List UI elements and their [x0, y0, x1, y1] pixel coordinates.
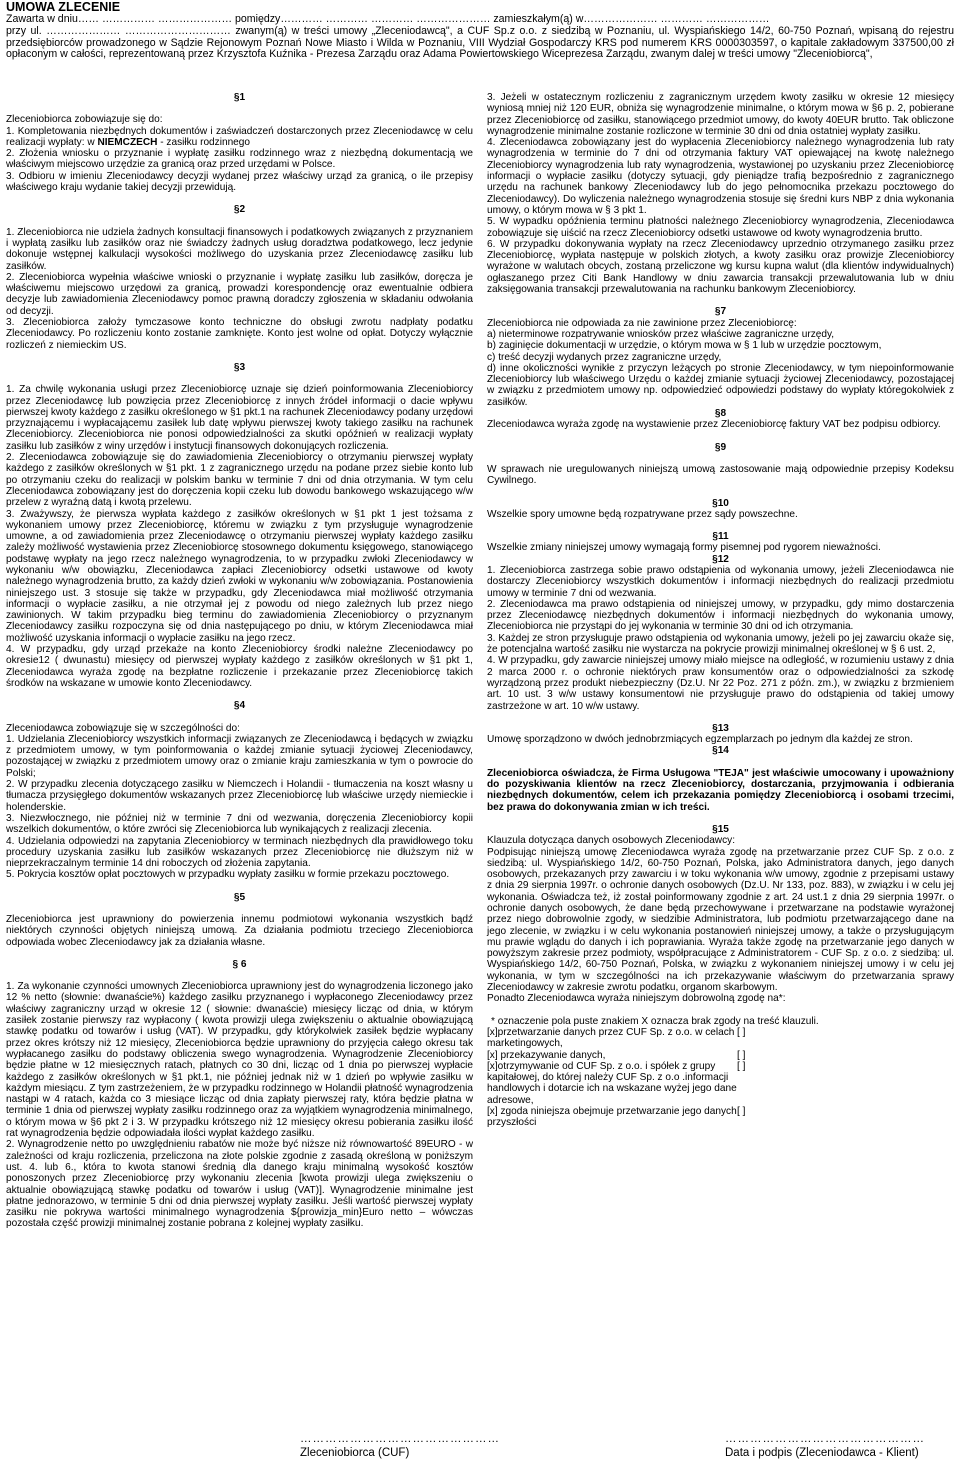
signature-line: …………………………………………: [725, 1433, 925, 1445]
section-6-point-2: 2. Wynagrodzenie netto po uwzględnieniu rabatów nie może być niższe niż równowartość 89EURO - w zależności od kraju rozliczenia, przeliczona na złote polskie zgodnie z zasadą określoną w poniższym ust. 4. lub 6., która to kwota stanowi średnią dla danego kraju minimalną wysokość kosztów ponoszonych przez Zleceniobiorcę przy wykonaniu zlecenia [kwota prowizji ulega zwiększeniu o aktualnie obowiązującą stawkę podatku od towarów i usług (VAT)]. Wynagrodzenie minimalne jest płatne jednorazowo, w terminie 5 dni od dnia pierwszej wypłaty zasiłku. Jeśli wartość pierwszej wypłaty zasiłku nie pokrywa wartości minimalnego wynagrodzenia ${prowizja_min}Euro netto – wówczas pozostała część prowizji minimalnej zostanie pobrana z kolejnej wypłaty zasiłku.: [6, 1139, 473, 1230]
section-6-point-3: 3. Jeżeli w ostatecznym rozliczeniu z zagranicznym urzędem kwoty zasiłku w okresie 12 miesięcy wyniosą mniej niż 120 EUR, obniża się wynagrodzenie minimalne, o którym mowa w §6 p. 2, pobierane przez Zleceniobiorcę od zasiłku, stanowiącego przedmiot umowy, do kwoty 40EUR brutto. Tak obliczone wynagrodzenie minimalne zostanie rozliczone w terminie 30 dni od dnia ostatniej wypłaty zasiłku.: [487, 92, 954, 137]
section-6-heading: § 6: [232, 958, 247, 970]
section-7-item-a: a) nieterminowe rozpatrywanie wniosków przez właściwe zagraniczne urzędy,: [487, 328, 835, 340]
section-4-point-5: 5. Pokrycia kosztów opłat pocztowych w przypadku wypłaty zasiłku w formie przekazu pocztowego.: [6, 869, 450, 881]
document-title: UMOWA ZLECENIE: [6, 0, 121, 14]
section-12-point-3: 3. Każdej ze stron przysługuje prawo odstąpienia od wykonania umowy, jeżeli po jej zawarciu okaże się, że potencjalna wartość zasiłku nie wystarcza na pokrycie prowizji minimalnej określonej w § 6 ust. 2,: [487, 632, 954, 656]
country-name: NIEMCZECH: [97, 136, 158, 148]
signature-label: Zleceniobiorca (CUF): [300, 1447, 410, 1459]
signature-client: [725, 1432, 925, 1460]
consent-list: [487, 1027, 954, 1129]
section-6-point-4: 4. Zleceniodawca zobowiązany jest do wypłacenia Zleceniobiorcy należnego wynagrodzenia lub raty wynagrodzenia w terminie do 7 dni od otrzymania faktury VAT opiewającej na kwotę należnego Zleceniobiorcy wynagrodzenia lub raty wynagrodzenia, wystawionej po uzyskaniu przez Zleceniobiorcę informacji o wypłacie zasiłku (dotyczy sytuacji, gdy pieniądze trafią bezpośrednio z zagranicznego urzędu na rachunek bankowy Zleceniodawcy lub do jego pełnomocnika przekazu pocztowego do Zleceniodawcy). Do wyliczenia należnego wynagrodzenia stosuje się średni kurs NBP z dnia wykonania umowy, o którym mowa w § 3 pkt 1.: [487, 137, 954, 216]
section-5-heading: §5: [233, 891, 246, 903]
consent-item[interactable]: [487, 1106, 954, 1129]
section-15-heading: §15: [712, 823, 729, 835]
consent-checkbox[interactable]: [ ]: [737, 1106, 746, 1118]
section-15-consent-intro: Ponadto Zleceniodawca wyraża niniejszym dobrowolną zgodę na*:: [487, 993, 786, 1005]
section-2-point-1: 1. Zleceniobiorca nie udziela żadnych konsultacji finansowych i podatkowych związanych z przyznaniem i wypłatą zasiłku lub zasiłków oraz nie świadczy żadnych usług doradztwa podatkowego, lecz jedynie dokonuje wstępnej kalkulacji wysokości możliwego do uzyskania przez Zleceniodawcę zasiłku lub zasiłków.: [6, 226, 473, 272]
section-7-item-c: c) treść decyzji wydanych przez zagraniczne urzędy,: [487, 351, 722, 363]
section-2-point-3: 3. Zleceniobiorca założy tymczasowe konto techniczne do obsługi zwrotu nadpłaty podatku Zleceniodawcy. Po rozliczeniu konto zostanie zamknięte. Konto jest wolne od opłat. Dotyczy wyłącznie rozliczeń z niemieckim US.: [6, 317, 473, 351]
section-7-intro: Zleceniobiorca nie odpowiada za nie zawinione przez Zleceniobiorcę:: [487, 317, 797, 329]
consent-note: * oznaczenie pola puste znakiem X oznacza brak zgody na treść klauzuli.: [491, 1015, 819, 1027]
section-13-text: Umowę sporządzono w dwóch jednobrzmiących egzemplarzach po jednym dla każdej ze stron.: [487, 734, 913, 746]
signature-line: …………………………………………: [300, 1433, 500, 1445]
consent-text: [x] przekazywanie danych,: [487, 1049, 606, 1061]
section-15-clause: Podpisując niniejszą umowę Zleceniodawca wyraża zgodę na przetwarzanie przez CUF Sp. z o.o. z siedzibą: ul. Wyspiańskiego 14/2, 60-750 Poznań, Polska, jako Administratora danych, jego danych osobowych, przekazanych przy zawarciu i w toku wykonania w/w umowy, zgodnie z przepisami ustawy z dnia 29 sierpnia 1997r. o ochronie danych osobowych (Dz.U. Nr 133, poz. 883), w związku i w celu jej wykonania. Oświadcza też, iż został poinformowany zgodnie z art. 24 ust.1 z dnia 29 sierpnia 1997r. o ochronie danych osobowych, że dane będą przechowywane i przetwarzane na podstawie wyrażonej przez niego dobrowolnie zgody, w siedzibie Administratora, lub podmiotu przetwarzającego dane na jego zlecenie, w związku i w celu wykonania postanowień niniejszej umowy, a także o przysługującym mu prawie wglądu do danych i ich poprawiania. Wyraża także zgodę na przetwarzanie jego danych w powyższym zakresie przez podmioty, współpracujące z Administratorem - CUF Sp. z o.o. z siedzibą: ul. Wyspiańskiego 14/2, 60-750 Poznań, Polska, w związku z wykonaniem niniejszej umowy i w celu jej wykonania, w tym w szczególności na ich przekazywanie właściwym do przetwarzania sprawy Zleceniodawcy w zakresie zwrotu podatku, organom skarbowym.: [487, 846, 954, 994]
section-4-intro: Zleceniodawca zobowiązuje się w szczególności do:: [6, 722, 240, 734]
section-4-point-1: 1. Udzielania Zleceniobiorcy wszystkich informacji związanych ze Zleceniodawcą i będących w związku z przedmiotem umowy, w tym poinformowania o każdej zmianie sytuacji życiowej Zleceniodawcy, pozostającej w związku z przedmiotem umowy oraz o zmianie kraju zamieszkania w tym o powrocie do Polski;: [6, 733, 473, 779]
consent-item[interactable]: [487, 1061, 954, 1106]
section-3-point-2: 2. Zleceniodawca zobowiązuje się do zawiadomienia Zleceniobiorcy o otrzymaniu pierwszej wypłaty każdego z zasiłków określonych w §1 pkt. 1 z zagranicznego urzędu na podane przez siebie konto lub po otrzymaniu czeku do realizacji w polskim banku w terminie 7 dni od dnia otrzymania. W tym celu Zleceniodawca zobowiązany jest do doręczenia kopii czeku lub dowodu bankowego wskazującego w/w przelew z wyraźną datą i kwotą przelewu.: [6, 452, 473, 509]
section-6-point-6: 6. W przypadku dokonywania wypłaty na rzecz Zleceniodawcy uprzednio otrzymanego zasiłku przez Zleceniobiorcę, wypłata następuje w polskich złotych, a kwoty zasiłku oraz prowizje Zleceniobiorcy wyrażone w walutach obcych, zostaną przeliczone wg kursu kupna walut (dla klientów indywidualnych) ogłaszanego przez Citi Bank Handlowy w dniu zawarcia transakcji przewalutowania lub w dniu zaksięgowania transakcji przewalutowania na rachunku bankowym Zleceniobiorcy.: [487, 238, 954, 296]
left-column: [6, 92, 473, 1230]
section-8-text: Zleceniodawca wyraża zgodę na wystawienie przez Zleceniobiorcę faktury VAT bez podpisu odbiorcy.: [487, 419, 941, 431]
section-4-point-3: 3. Niezwłocznego, nie później niż w terminie 7 dni od wezwania, doręczenia Zleceniobiorcy kopii wszelkich dokumentów, o które zwróci się Zleceniobiorca lub wynikających z realizacji zlecenia.: [6, 812, 473, 836]
intro-line-2: przy ul. ………………… ………………………… zwanym(ą) w treści umowy „Zleceniodawcą", a CUF Sp.z o.o. z siedzibą w Poznaniu, ul. Wyspiańskiego 14/2, 60-750 Poznań, wpisaną do rejestru przedsiębiorców prowadzonego w Sądzie Rejonowym Poznań Nowe Miasto i Wilda w Poznaniu, VIII Wydział Gospodarczy KRS pod numerem KRS 0000303597, o kapitale zakładowym 337500,00 zł opłaconym w całości, reprezentowaną przez Krzysztofa Kuźnika - Prezesa Zarządu oraz Adama Powiertowskiego Wiceprezesa Zarządu, zwanym dalej w treści umowy "Zleceniobiorcą",: [6, 24, 954, 61]
section-3-point-3: 3. Zważywszy, że pierwsza wypłata każdego z zasiłków określonych w §1 pkt 1 jest tożsama z wykonaniem umowy przez Zleceniobiorcę, któremu w związku z tym przysługuje wynagrodzenie umowne, a od zawiadomienia przez Zleceniodawcę o otrzymaniu pierwszej wypłaty każdego zasiłku zależy możliwość wystawienia przez Zleceniobiorcę stosownego dokumentu księgowego, stanowiącego podstawę wypłaty na jego rzecz należnego wynagrodzenia, to w przypadku zwłoki Zleceniodawcy w wykonaniu w/w obowiązku, Zleceniodawca zapłaci Zleceniobiorcy odsetki ustawowe od kwoty należnego wynagrodzenia brutto, za każdy dzień zwłoki w wykonaniu w/w zobowiązania. Postanowienia niniejszego ust. 3 stosuje się także w przypadku, gdy Zleceniodawca miał możliwość otrzymania informacji o wypłacie zasiłku, a nie otrzymał jej z powodu od niego zależnych lub przez niego zawinionych. W takim przypadku bieg terminu do zawiadomienia Zleceniobiorcy o przyznanym Zleceniodawcy zasiłku rozpoczyna się od dnia następującego po dniu, w którym Zleceniodawca miał możliwość uzyskania informacji o wypłacie zasiłku na jego rzecz.: [6, 508, 473, 644]
section-4-point-2: 2. W przypadku zlecenia dotyczącego zasiłku w Niemczech i Holandii - tłumaczenia na koszt własny u tłumacza przysięgłego dokumentów wskazanych przez Zleceniobiorcę lub właściwe urzędy niemieckie i holenderskie.: [6, 779, 473, 813]
section-12-point-4: 4. W przypadku, gdy zawarcie niniejszej umowy miało miejsce na odległość, w rozumieniu ustawy z dnia 2 marca 2000 r. o ochronie niektórych praw konsumentów oraz o odpowiedzialności za szkodę wyrządzoną przez produkt niebezpieczny (Dz.U. Nr 22 Poz. 271 z późn. zm.), w związku z brzmieniem art. 10 ust. 3 w/w ustawy konsumentowi nie przysługuje prawo do odstąpienia od takiej umowy zastrzeżone w art. 10 w/w ustawy.: [487, 655, 954, 712]
section-3-point-4: 4. W przypadku, gdy urząd przekaże na konto Zleceniobiorcy środki należne Zleceniodawcy po okresie12 ( dwunastu) miesięcy od pierwszej wypłaty każdego z zasiłków określonych w §1 pkt 1, Zleceniodawca wyraża zgodę na bezpłatne rozliczenie i przekazanie przez Zleceniobiorcę takich środków na wskazane w umowie konto Zleceniodawcy.: [6, 644, 473, 689]
section-14-heading: §14: [712, 745, 729, 757]
section-9-heading: §9: [714, 441, 727, 453]
consent-checkbox[interactable]: [ ]: [737, 1060, 746, 1072]
section-12-point-1: 1. Zleceniobiorca zastrzega sobie prawo odstąpienia od wykonania umowy, jeżeli Zleceniodawca nie dostarczy Zleceniobiorcy wszystkich dokumentów i informacji niezbędnych do realizacji przedmiotu umowy w terminie 7 dni od wezwania.: [487, 564, 954, 599]
section-7-item-b: b) zaginięcie dokumentacji w urzędzie, o którym mowa w § 1 lub w urzędzie pocztowym,: [487, 340, 882, 352]
section-8-heading: §8: [714, 408, 727, 420]
consent-item[interactable]: [487, 1050, 954, 1061]
section-1-intro: Zleceniobiorca zobowiązuje się do:: [6, 114, 163, 126]
section-4-point-4: 4. Udzielania odpowiedzi na zapytania Zleceniobiorcy w terminach niezbędnych dla prawidłowego toku procedury uzyskania zasiłku lub zasiłków wskazanych przez Zleceniobiorcę nie dłuższym niż w nieprzekraczalnym terminie 14 dni roboczych od złożenia zapytania.: [6, 835, 473, 870]
consent-text: [x] zgoda niniejsza obejmuje przetwarzanie jego danych przyszłości: [487, 1106, 737, 1129]
section-1-point-2: 2. Złożenia wniosku o przyznanie i wypłatę zasiłku rodzinnego wraz z niezbędną dokumentacją we właściwym miejscowo urzędzie za granicą oraz przed urzędami w Polsce.: [6, 148, 473, 171]
section-1-heading: §1: [233, 92, 246, 103]
intro-line-1: Zawarta w dniu…… …………… ………………… pomiędzy………… ………… ………… ………………… zamieszkałym(ą) w………………… ………… ………………: [6, 13, 770, 25]
section-10-text: Wszelkie spory umowne będą rozpatrywane przez sądy powszechne.: [487, 508, 798, 520]
consent-checkbox[interactable]: [ ]: [737, 1049, 746, 1061]
section-9-text: W sprawach nie uregulowanych niniejszą umową zastosowanie mają odpowiednie przepisy Kodeksu Cywilnego.: [487, 463, 954, 487]
section-13-heading: §13: [712, 722, 729, 734]
section-10-heading: §10: [712, 497, 729, 509]
section-2-heading: §2: [233, 204, 246, 216]
section-3-heading: §3: [233, 361, 246, 373]
section-11-heading: §11: [712, 531, 729, 543]
section-11-text: Wszelkie zmiany niniejszej umowy wymagają formy pisemnej pod rygorem nieważności.: [487, 542, 881, 554]
section-1-point-1: 1. Kompletowania niezbędnych dokumentów i zaświadczeń dostarczonych przez Zleceniodawcę w celu realizacji wypłaty: w NIEMCZECH - zasiłku rodzinnego: [6, 125, 473, 148]
consent-item[interactable]: [487, 1027, 954, 1050]
signature-contractor: [300, 1432, 500, 1460]
section-15-intro: Klauzula dotycząca danych osobowych Zleceniodawcy:: [487, 835, 735, 847]
consent-text: [x]przetwarzanie danych przez CUF Sp. z o.o. w celach marketingowych,: [487, 1026, 735, 1050]
section-12-point-2: 2. Zleceniodawca ma prawo odstąpienia od niniejszej umowy, w przypadku, gdy mimo dostarczenia przez Zleceniodawcę niezbędnych dokumentów i informacji niezbędnych do wykonania umowy, Zleceniobiorca nie przystąpi do jej wykonania w terminie 30 dni od ich otrzymania.: [487, 598, 954, 633]
right-column: [487, 92, 954, 1129]
section-4-heading: §4: [233, 700, 246, 712]
section-14-text: Zleceniobiorca oświadcza, że Firma Usługowa "TEJA" jest właściwie umocowany i upoważniony do pozyskiwania klientów na rzecz Zleceniobiorcy, dostarczania, przyjmowania i odbierania niezbędnych dokumentów, celem ich przekazania pomiędzy Zleceniobiorcą i osobami trzecimi, bez prawa do dokonywania zmian w ich treści.: [487, 767, 954, 813]
consent-checkbox[interactable]: [ ]: [737, 1026, 746, 1038]
section-12-heading: §12: [712, 553, 729, 565]
section-5-text: Zleceniobiorca jest uprawniony do powierzenia innemu podmiotowi wykonania wszystkich bądź niektórych czynności objętych niniejszą umową. Za działania podmiotu trzeciego Zleceniobiorca odpowiada wobec Zleceniodawcy jak za działania własne.: [6, 914, 473, 948]
section-7-heading: §7: [714, 306, 727, 318]
section-6-point-5: 5. W wypadku opóźnienia terminu płatności należnego Zleceniobiorcy wynagrodzenia, Zleceniodawca zobowiązuje się uiścić na rzecz Zleceniobiorcy odsetki ustawowe od kwoty wynagrodzenia brutto.: [487, 216, 954, 239]
signature-label: Data i podpis (Zleceniodawca - Klient): [725, 1447, 919, 1459]
section-7-item-d: d) inne okoliczności wynikłe z przyczyn leżących po stronie Zleceniodawcy, w tym niepoinformowanie Zleceniobiorcy lub właściwego Urzędu o każdej zmianie sytuacji życiowej Zleceniodawcy, pozostającej w związku z przedmiotem umowy np. odpowiedzieć odpowiedzi podstawy do wypłaty któregokolwiek z zasiłków.: [487, 362, 954, 408]
consent-text: [x]otrzymywanie od CUF Sp. z o.o. i spółek z grupy kapitałowej, do której należy CUF Sp. z o.o .informacji handlowych i dotarcie ich na wskazane wyżej jego dane adresowe,: [487, 1060, 737, 1106]
contract-intro: [6, 14, 954, 61]
section-1-point-3: 3. Odbioru w imieniu Zleceniodawcy decyzji wydanej przez właściwy urząd za granicą, o ile przepisy właściwego kraju wydanie takiej decyzji przewidują.: [6, 170, 473, 194]
section-3-point-1: 1. Za chwilę wykonania usługi przez Zleceniobiorcę uznaje się dzień poinformowania Zleceniobiorcy przez Zleceniodawcę lub powzięcia przez Zleceniobiorcę z innych źródeł informacji o dacie wpływu pierwszej kwoty każdego z zasiłku określonego w §1 pkt.1 na rachunek Zleceniodawcy podany urzędowi przyznającemu i wypłacającemu zasiłek lub datę wpływu pierwszej kwoty takiego zasiłku na rachunek Zleceniobiorcy. Zleceniobiorca nie ponosi odpowiedzialności za skutki opóźnień w realizacji wypłaty zasiłku lub zasiłków z winy urzędów i instytucji finansowych dokonujących rozliczenia.: [6, 384, 473, 452]
section-6-point-1: 1. Za wykonanie czynności umownych Zleceniobiorca uprawniony jest do wynagrodzenia liczonego jako 12 % netto (słownie: dwanaście%) każdego zasiłku przyznanego i wypłaconego Zleceniodawcy przez właściwy zagraniczny urząd w okresie 12 ( słownie: dwanaście) miesięcy licząc od dnia, w którym zasiłek zostanie pierwszy raz wypłacony ( kwota prowizji ulega zwiększeniu o aktualnie obowiązującą stawkę podatku od towarów i usług (VAT). W przypadku, gdy którykolwiek zasiłek będzie wypłacany przez okres krótszy niż 12 miesięcy, Zleceniobiorca będzie uprawniony do przyjęcia całego okresu tak wypłacanego zasiłku do podstawy obliczenia swego wynagrodzenia. Wynagrodzenie Zleceniobiorcy będzie płatne w 12 miesięcznych ratach, płatnych co 30 dni, licząc od 1 dnia po pierwszej wypłacie każdego z zasiłków określonych w §1 pkt.1, nie później jednak niż w 1 dzień po wpływie zasiłku w każdym miesiącu. Z tym zastrzeżeniem, że w przypadku rodzinnego w Holandii płatność wynagrodzenia nastąpi w 4 ratach, każda co 3 miesiące licząc od dnia zapłaty pierwszej raty, która będzie płatna w terminie 1 dnia od pierwszej wypłaty zasiłku rodzinnego oraz za wyjątkiem wynagrodzenia minimalnego, o którym mowa w §6 pkt 2 i 3. W przypadku krótszego niż 12 miesięcy okresu pobierania zasiłku ilość rat wynagrodzenia będzie odpowiadała ilości wypłat każdego zasiłku.: [6, 981, 473, 1140]
section-2-point-2: 2. Zleceniobiorca wypełnia właściwe wnioski o przyznanie i wypłatę zasiłku lub zasiłków, doręcza je właściwemu miejscowo urzędowi za granicą, prowadzi korespondencję oraz ewentualnie odbiera decyzje lub zawiadomienia Zleceniodawcy pomoc prawną doradczy zgłoszenia w składaniu odwołania od decyzji.: [6, 271, 473, 317]
